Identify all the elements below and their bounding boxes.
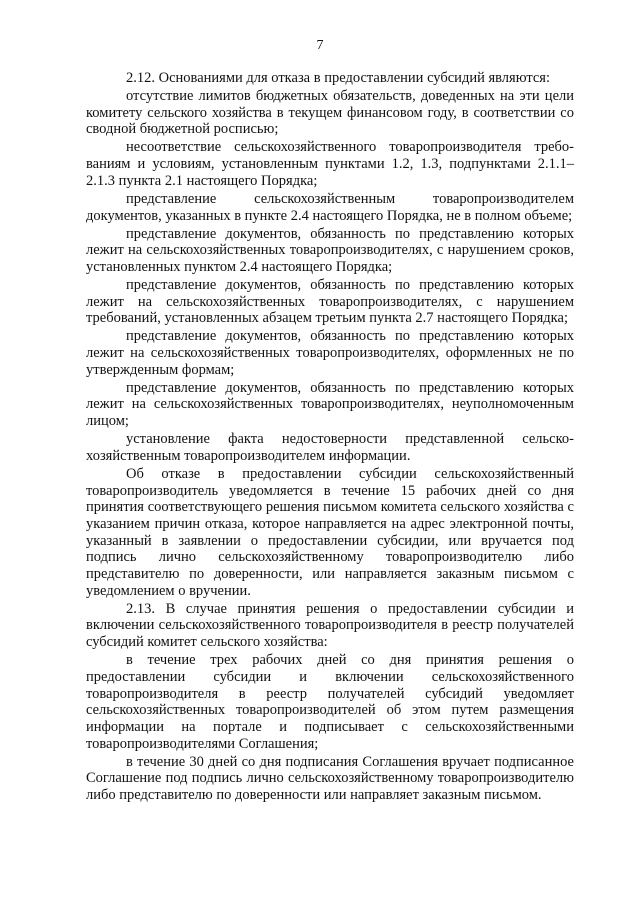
paragraph-false-information: установление факта недостоверности представленной сельскохозяйственным товаропроизводителем информации.: [86, 431, 574, 464]
paragraph-nonconformity: несоответствие сельскохозяйственного товаропроизводителя требованиям и условиям, установленным пунктами 1.2, 1.3, подпунктами 2.1.1–2.1.3 пункта 2.1 настоящего Порядка;: [86, 139, 574, 189]
paragraph-no-budget-limits: отсутствие лимитов бюджетных обязательств, доведенных на эти цели комитету сельского хозяйства в текущем финансовом году, в соответствии со сводной бюджетной росписью;: [86, 88, 574, 138]
paragraph-deadline-violation: представление документов, обязанность по представлению которых лежит на сельскохозяйственных товаропроизводителях, с нарушением сроков, установленных пунктом 2.4 настоящего Порядка;: [86, 225, 574, 275]
paragraph-wrong-forms: представление документов, обязанность по представлению которых лежит на сельскохозяйственных товаропроизводителях, оформленных не по утвержденным формам;: [86, 328, 574, 378]
paragraph-three-days-notice: в течение трех рабочих дней со дня принятия решения о предоставлении субсидии и включении сельскохозяйственного товаропроизводителя в реестр получателей субсидий уведомляет сельскохозяйственных товаропроизводителей об этом путем размещения информации на портале и подписывает с сельскохозяйственными товаропроизводителями Соглашения;: [86, 652, 574, 752]
paragraph-incomplete-documents: представление сельскохозяйственным товаропроизводителем документов, указанных в пункте 2.4 настоящего Порядка, не в полном объеме;: [86, 190, 574, 224]
paragraph-unauthorized-person: представление документов, обязанность по представлению которых лежит на сельскохозяйственных товаропроизводителях, неуполномоченным лицом;: [86, 379, 574, 430]
paragraph-refusal-notification: Об отказе в предоставлении субсидии сельскохозяйственный товаропроизводитель уведомляется в течение 15 рабочих дней со дня принятия соответствующего решения письмом комитета сельского хозяйства с указанием причин отказа, которое направляется на адрес электронной почты, указанный в заявлении о предоставлении субсидии, или вручается под подпись лично сельскохозяйственному товаропроизводителю либо представителю по доверенности, или направляется заказным письмом с уведомлением о вручении.: [86, 465, 574, 599]
paragraph-requirements-violation: представление документов, обязанность по представлению которых лежит на сельскохозяйственных товаропроизводителях, с нарушением требований, установленных абзацем третьим пункта 2.7 настоящего Порядка;: [86, 276, 574, 327]
document-body: [86, 70, 574, 805]
page-number: 7: [316, 38, 324, 53]
paragraph-2-12-heading: 2.12. Основаниями для отказа в предоставлении субсидий являются:: [126, 70, 550, 86]
paragraph-thirty-days-delivery: в течение 30 дней со дня подписания Соглашения вручает подписанное Соглашение под подпись лично сельскохозяйственному товаропроизводителю либо представителю по доверенности или направляет заказным письмом.: [86, 753, 574, 804]
paragraph-2-13-heading: 2.13. В случае принятия решения о предоставлении субсидии и включении сельскохозяйственного товаропроизводителя в реестр получателей субсидий комитет сельского хозяйства:: [86, 600, 574, 651]
